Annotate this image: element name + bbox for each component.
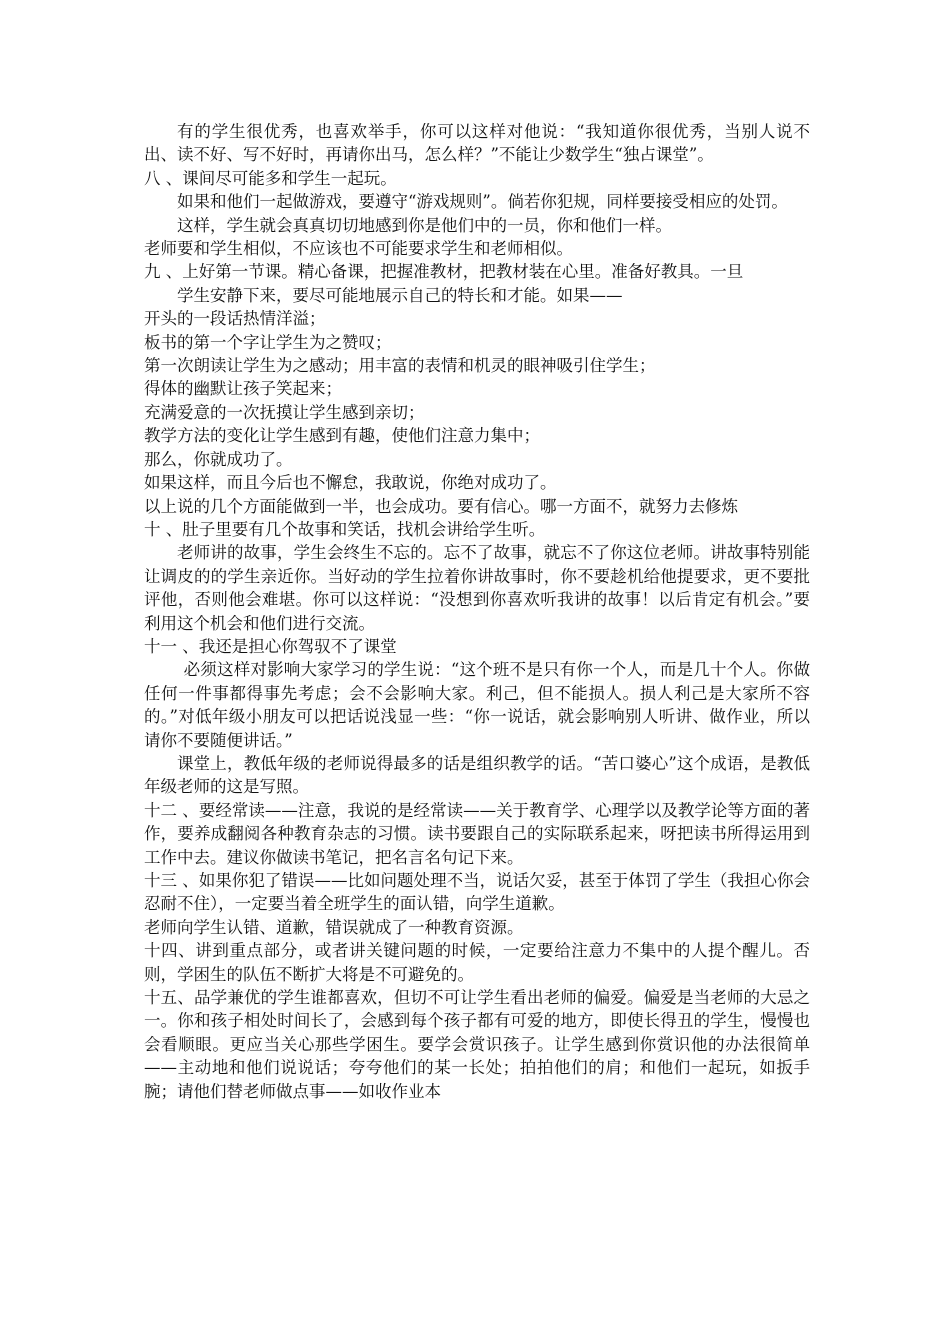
section-heading: 十 、肚子里要有几个故事和笑话，找机会讲给学生听。 [144,519,546,539]
paragraph: 老师向学生认错、道歉，错误就成了一种教育资源。 [144,917,524,937]
paragraph: 必须这样对影响大家学习的学生说：“这个班不是只有你一个人，而是几十个人。你做任何一件事都得事先考虑；会不会影响大家。利己，但不能损人。损人利己是大家所不容的。”对低年级小朋友可以把话说浅显一些：“你一说话，就会影响别人听讲、做作业，所以请你不要随便讲话。” [144,660,810,750]
list-line: 板书的第一个字让学生为之赞叹； [144,332,392,352]
section-heading: 十五、品学兼优的学生谁都喜欢，但切不可让学生看出老师的偏爱。偏爱是当老师的大忌之一。你和孩子相处时间长了，会感到每个孩子都有可爱的地方，即使长得丑的学生，慢慢也会看顺眼。更应当关心那些学困生。要学会赏识孩子。让学生感到你赏识他的办法很简单——主动地和他们说说话；夸夸他们的某一长处；拍拍他们的肩；和他们一起玩，如扳手腕；请他们替老师做点事——如收作业本 [144,988,810,1101]
list-line: 教学方法的变化让学生感到有趣，使他们注意力集中； [144,426,540,446]
paragraph: 课堂上，教低年级的老师说得最多的话是组织教学的话。“苦口婆心”这个成语，是教低年级老师的这是写照。 [144,753,810,797]
section-heading: 十一 、我还是担心你驾驭不了课堂 [144,636,397,656]
section-heading: 九 、上好第一节课。精心备课，把握准教材，把教材装在心里。准备好教具。一旦 [144,262,744,282]
paragraph: 那么，你就成功了。 [144,449,293,469]
section-heading: 十二 、要经常读——注意，我说的是经常读——关于教育学、心理学以及教学论等方面的著作，要养成翻阅各种教育杂志的习惯。读书要跟自己的实际联系起来，呀把读书所得运用到工作中去。建议你做读书笔记，把名言名句记下来。 [144,800,810,867]
paragraph: 老师讲的故事，学生会终生不忘的。忘不了故事，就忘不了你这位老师。讲故事特别能让调皮的的学生亲近你。当好动的学生拉着你讲故事时，你不要趁机给他提要求，更不要批评他，否则他会难堪。你可以这样说：“没想到你喜欢听我讲的故事！以后肯定有机会。”要利用这个机会和他们进行交流。 [144,543,810,633]
paragraph: 这样，学生就会真真切切地感到你是他们中的一员，你和他们一样。 [177,215,672,235]
section-heading: 十三 、如果你犯了错误——比如问题处理不当，说话欠妥，甚至于体罚了学生（我担心你会忍耐不住），一定要当着全班学生的面认错，向学生道歉。 [144,871,810,914]
section-heading: 八 、课间尽可能多和学生一起玩。 [144,168,397,188]
list-line: 开头的一段话热情洋溢； [144,309,326,329]
list-line: 充满爱意的一次抚摸让学生感到亲切； [144,402,425,422]
paragraph: 学生安静下来，要尽可能地展示自己的特长和才能。如果—— [177,285,623,305]
section-heading: 十四、讲到重点部分，或者讲关键问题的时候，一定要给注意力不集中的人提个醒儿。否则，学困生的队伍不断扩大将是不可避免的。 [144,941,810,984]
list-line: 得体的幽默让孩子笑起来； [144,379,342,399]
paragraph: 老师要和学生相似，不应该也不可能要求学生和老师相似。 [144,239,573,259]
list-line: 第一次朗读让学生为之感动；用丰富的表情和机灵的眼神吸引住学生； [144,356,656,376]
paragraph: 如果和他们一起做游戏，要遵守“游戏规则”。倘若你犯规，同样要接受相应的处罚。 [177,192,788,212]
paragraph: 有的学生很优秀，也喜欢举手，你可以这样对他说：“我知道你很优秀，当别人说不出、读不好、写不好时，再请你出马，怎么样？”不能让少数学生“独占课堂”。 [144,122,810,165]
document-body [144,120,810,1103]
paragraph: 以上说的几个方面能做到一半，也会成功。要有信心。哪一方面不，就努力去修炼 [144,496,738,516]
paragraph: 如果这样，而且今后也不懈怠，我敢说，你绝对成功了。 [144,473,557,493]
